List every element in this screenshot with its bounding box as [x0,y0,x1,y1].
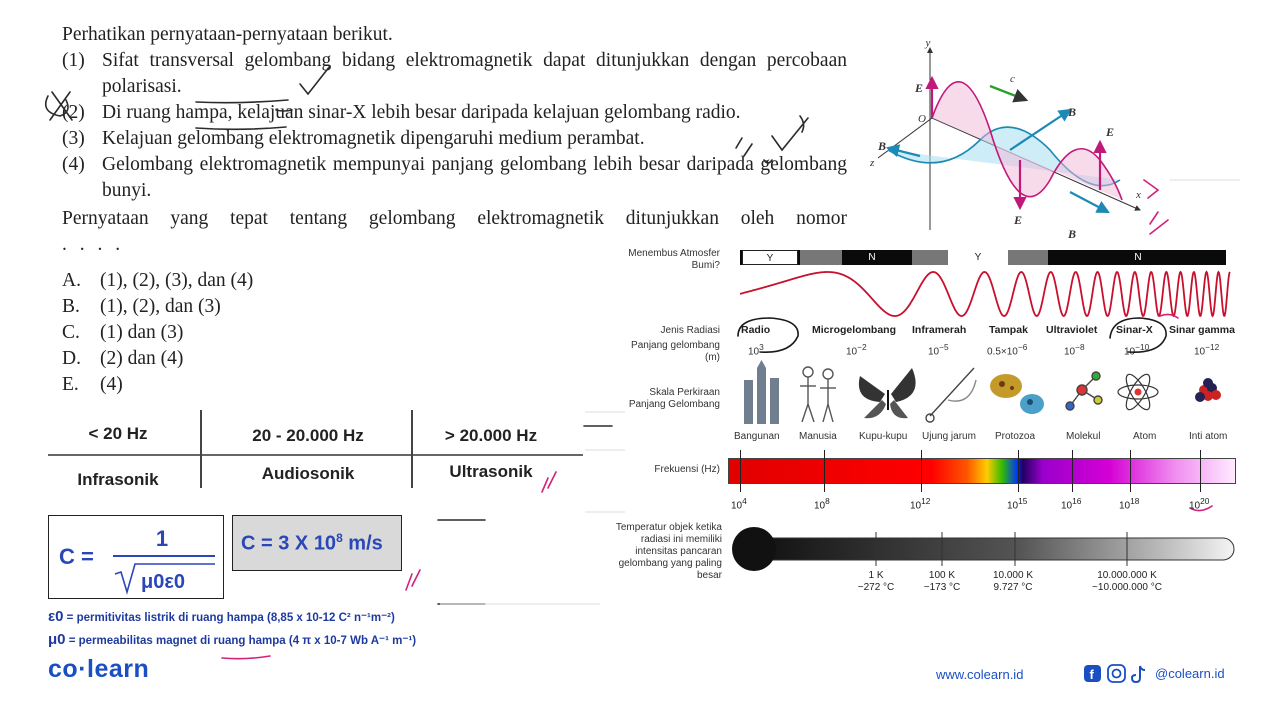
mu-note: μ0 = permeabilitas magnet di ruang hampa (4 π x 10-7 Wb A⁻¹ m⁻¹) [48,631,417,648]
formula-numerator: 1 [155,526,169,551]
wavelength-xray: $10^{-10}$ [1124,342,1150,358]
b-field-label: B [1068,105,1077,119]
table-cell-infrasonik: Infrasonik [77,470,159,489]
e-field-label: E [915,81,924,95]
frequency-label: Frekuensi (Hz) [654,464,720,475]
option-c[interactable]: C. (1) dan (3) [62,322,184,343]
scale-needle: Ujung jarum [922,431,976,442]
wavelength-uv: $10^{-8}$ [1064,342,1085,358]
table-header-infra: < 20 Hz [88,424,148,443]
statement-3: (3) Kelajuan gelombang elektromagnetik dipengaruhi medium perambat. [62,128,645,149]
formula-denominator: μ0ε0 [141,571,185,593]
option-b[interactable]: B. (1), (2), dan (3) [62,296,221,317]
axis-y-label: y [925,37,931,49]
option-d[interactable]: D. (2) dan (4) [62,348,184,369]
epsilon-note: ε0 = permitivitas listrik di ruang hampa (8,85 x 10-12 C² n⁻¹m⁻²) [48,608,395,625]
type-micro: Microgelombang [812,324,897,336]
statement-1: (1) Sifat transversal gelombang bidang elektromagnetik dapat ditunjukkan dengan percobaan polarisasi. [62,50,847,97]
scale-butterfly: Kupu-kupu [859,431,908,442]
light-speed-value: C = 3 X $10^8$ m/s [241,531,383,555]
scale-human: Manusia [799,431,837,442]
tiktok-icon[interactable] [1132,666,1145,682]
facebook-icon[interactable] [1084,665,1101,682]
wavelength-label: Panjang gelombang (m) [631,340,720,363]
question-intro: Perhatikan pernyataan-pernyataan berikut. [62,24,393,45]
freq-1e12: $10^{12}$ [910,496,931,512]
axis-z-label: z [870,157,875,169]
website-link[interactable]: www.colearn.id [936,667,1024,682]
e-field-label: E [1014,213,1023,227]
freq-1e20: $10^{20}$ [1189,496,1210,512]
temp-1e7k: 10.000.000 K [1097,570,1157,581]
penetrate-label: Menembus Atmosfer Bumi? [628,248,720,271]
temperature-label: Temperatur objek ketika radiasi ini memiliki intensitas pancaran gelombang yang paling besar [615,522,722,581]
wavelength-gamma: $10^{-12}$ [1194,342,1220,358]
radiation-type-label: Jenis Radiasi [660,325,720,336]
statement-4: (4) Gelombang elektromagnetik mempunyai panjang gelombang lebih besar daripada gelombang bunyi. [62,154,847,201]
scale-protozoa: Protozoa [995,431,1036,442]
freq-1e4: $10^4$ [731,496,747,512]
freq-1e16: $10^{16}$ [1061,496,1082,512]
option-a[interactable]: A. (1), (2), (3), dan (4) [62,270,254,291]
atmosphere-segment: N [1134,252,1142,263]
freq-1e15: $10^{15}$ [1007,496,1028,512]
scale-building: Bangunan [734,431,780,442]
atmosphere-segment: N [868,252,876,263]
instagram-icon[interactable] [1108,665,1125,682]
freq-1e8: $10^8$ [814,496,830,512]
table-header-ultra: > 20.000 Hz [444,426,538,445]
axis-x-label: x [1136,189,1141,201]
b-field-label: B [1068,227,1077,241]
temp-1k: 1 K [868,570,884,581]
table-header-audio: 20 - 20.000 Hz [252,426,364,445]
freq-1e18: $10^{18}$ [1119,496,1140,512]
type-uv: Ultraviolet [1046,324,1098,336]
atmosphere-segment: Y [948,250,1008,265]
statement-2: (2) Di ruang hampa, kelajuan sinar-X lebih besar daripada kelajuan gelombang radio. [62,102,741,123]
temp-100k: 100 K [928,570,956,581]
scale-nucleus: Inti atom [1189,431,1228,442]
temp-10000k-c: 9.727 °C [993,582,1033,593]
wavelength-visible: $0.5\times 10^{-6}$ [987,342,1028,358]
type-radio: Radio [741,324,771,336]
question-dots: . . . . [62,234,125,255]
svg-text:f: f [1089,667,1094,682]
colearn-logo: co·learn [48,655,150,683]
scale-label: Skala Perkiraan Panjang Gelombang [628,387,720,410]
b-field-label: B [878,139,887,153]
wavelength-radio: $10^3$ [748,342,764,358]
e-field-label: E [1106,125,1115,139]
option-e[interactable]: E. (4) [62,374,123,395]
formula-lhs: C = [59,544,94,569]
type-gamma: Sinar gamma [1169,324,1235,336]
type-visible: Tampak [989,324,1028,336]
temp-1k-c: −272 °C [857,582,895,593]
type-infra: Inframerah [912,324,967,336]
wavelength-micro: $10^{-2}$ [846,342,867,358]
scale-atom: Atom [1133,431,1157,442]
atmosphere-segment: Y [742,250,798,265]
speed-c-label: c [1010,73,1015,85]
scale-molecule: Molekul [1066,431,1101,442]
temp-100k-c: −173 °C [923,582,961,593]
type-xray: Sinar-X [1116,324,1153,336]
social-icons: f @colearn.id [1083,664,1233,684]
table-cell-audiosonik: Audiosonik [261,464,355,483]
temp-1e7k-c: ~10.000.000 °C [1092,582,1162,593]
table-cell-ultrasonik: Ultrasonik [449,462,533,481]
wavelength-infra: $10^{-5}$ [928,342,949,358]
temp-10000k: 10.000 K [992,570,1034,581]
origin-label: O [918,113,926,125]
question-prompt: Pernyataan yang tepat tentang gelombang elektromagnetik ditunjukkan oleh nomor [62,208,847,229]
